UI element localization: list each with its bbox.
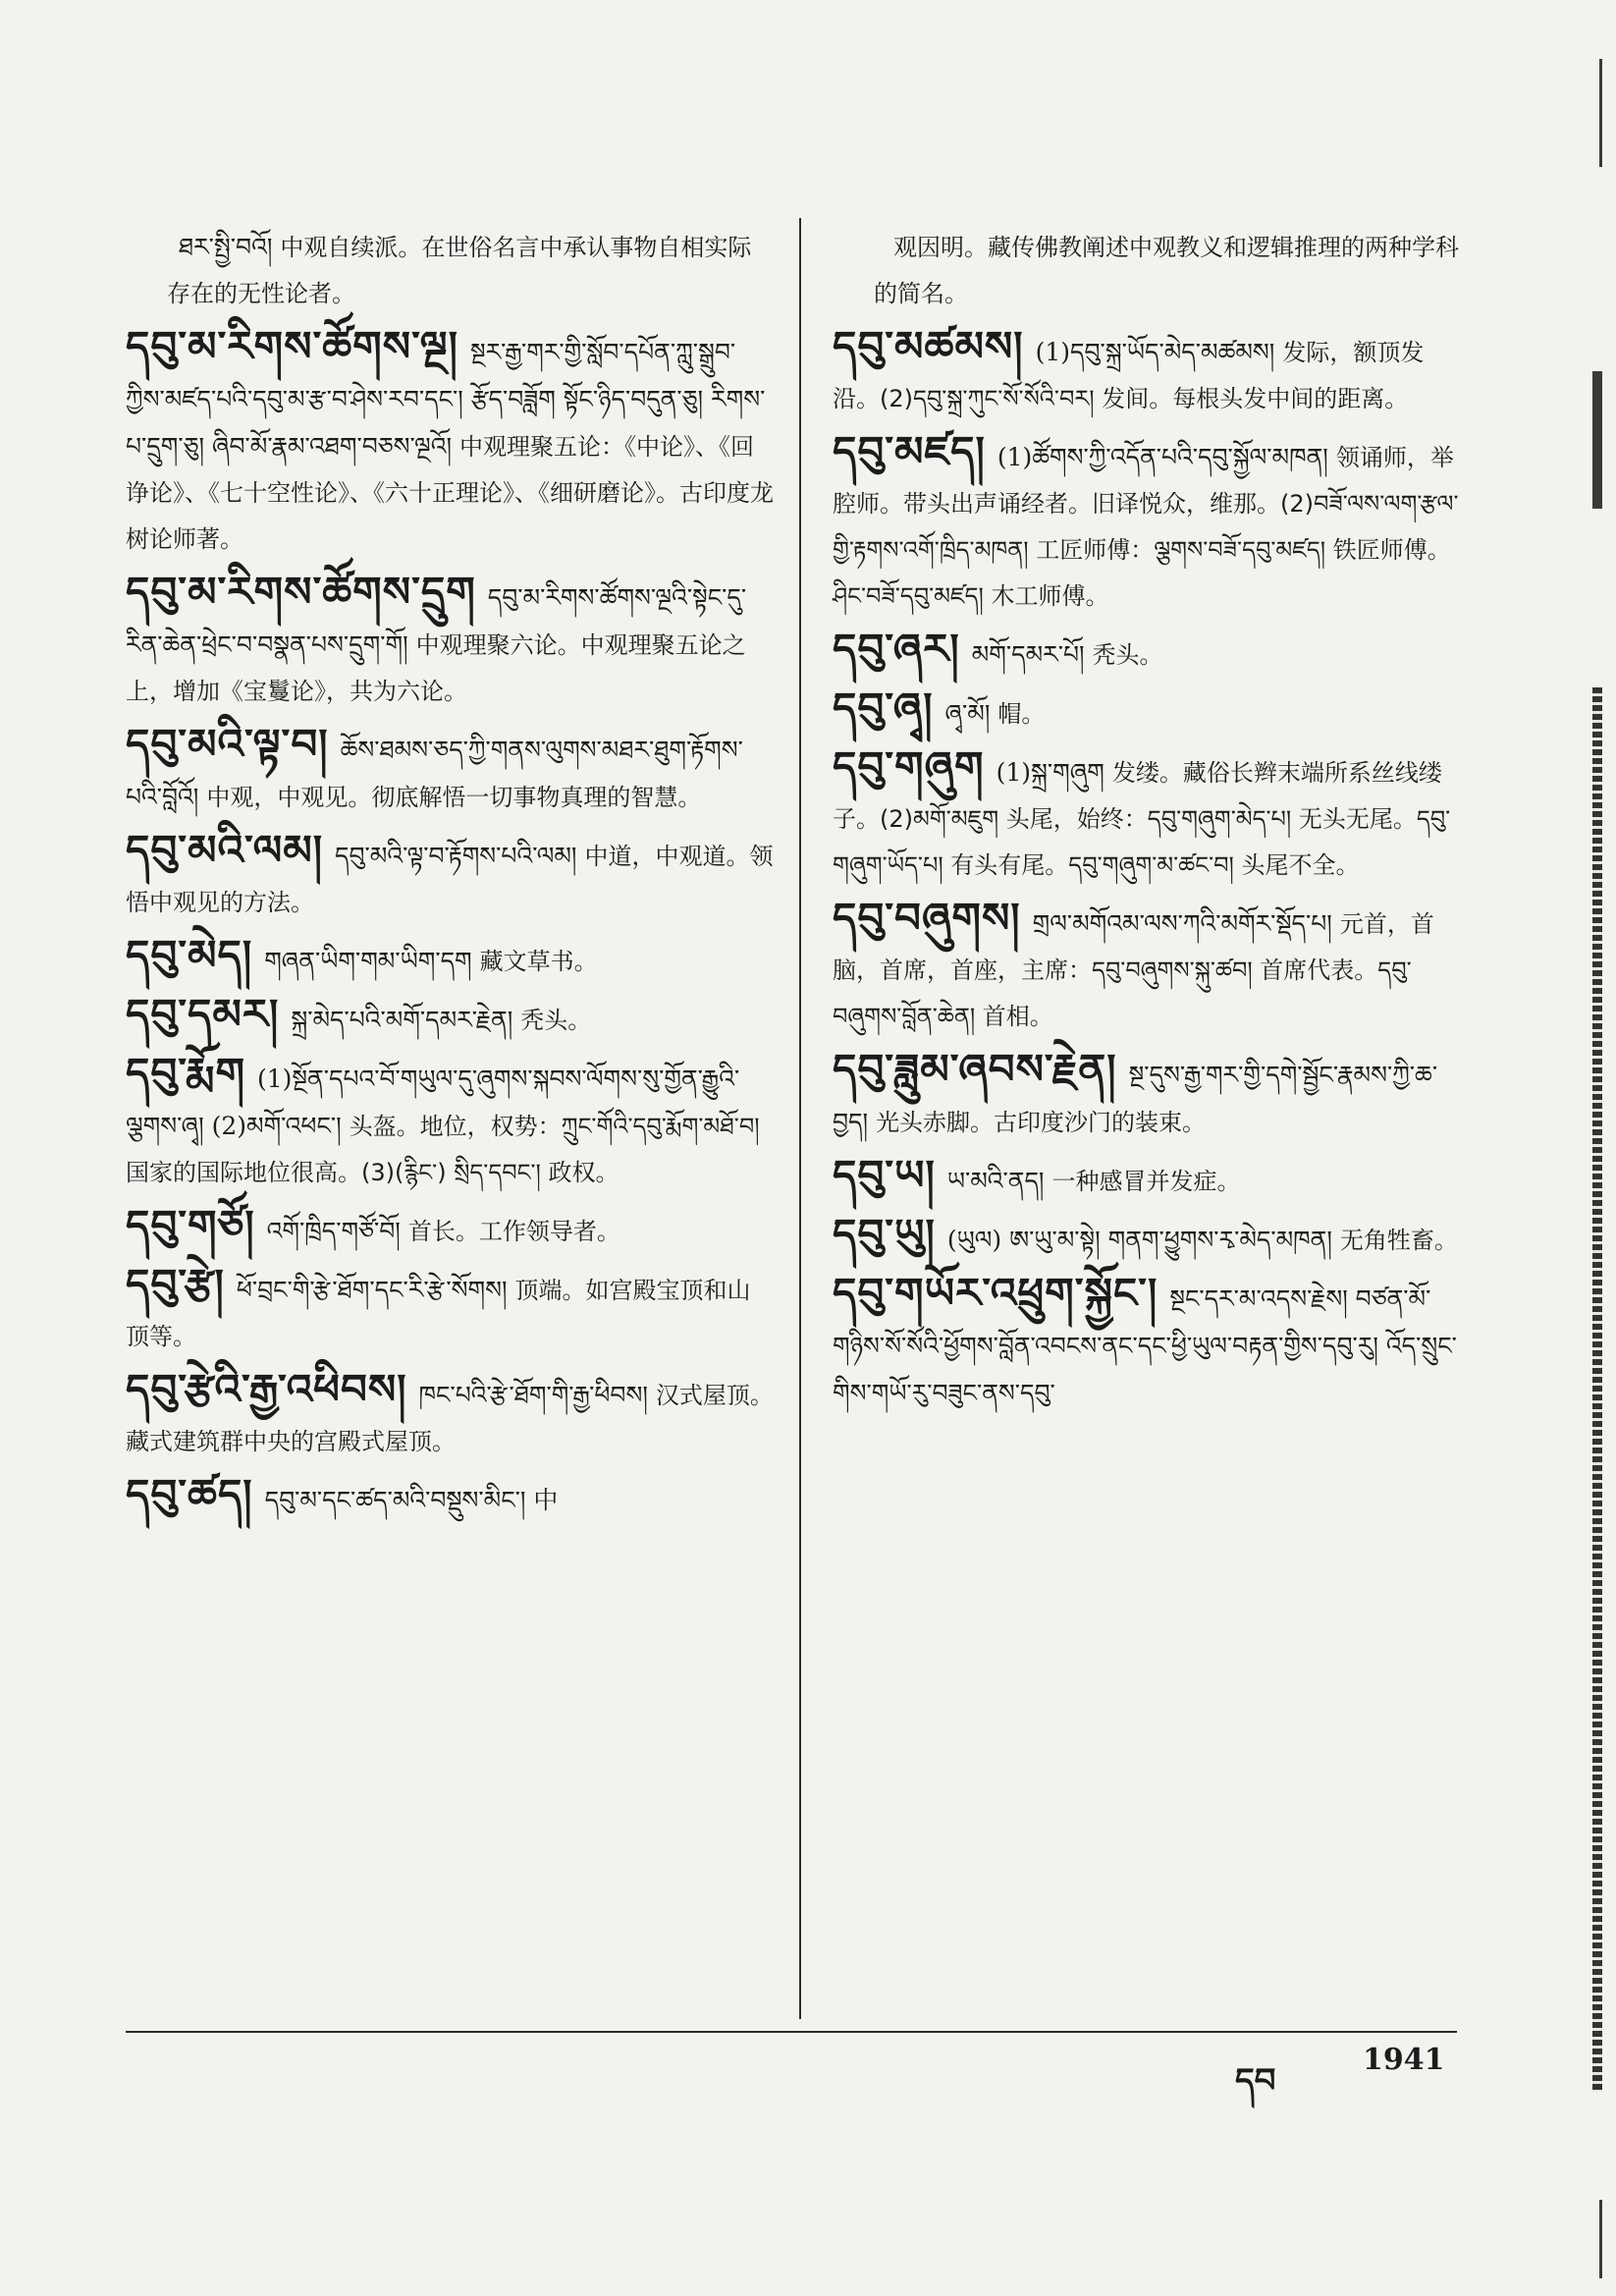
dictionary-entry: [126, 721, 774, 821]
entry-headword: དབུ་ཟླུམ་ཞབས་རྗེན།: [833, 1045, 1117, 1093]
dictionary-entry: [833, 1211, 1469, 1264]
dictionary-entry: [126, 1202, 774, 1255]
scan-edge-mark: [1599, 2200, 1602, 2278]
entry-chinese-definition: 中观理聚六论。中观理聚五论之上，增加《宝鬘论》，共为六论。: [126, 631, 746, 705]
dictionary-entry: [126, 1366, 774, 1465]
dictionary-entry: [833, 743, 1469, 889]
scan-edge-mark: [1592, 687, 1602, 2092]
entry-tibetan-definition: དབུ་མའི་ལྟ་བ་རྟོགས་པའི་ལམ།: [335, 842, 577, 870]
entry-tibetan-definition: གྲལ་མགོའམ་ལས་ཀའི་མགོར་སྡོད་པ།: [1032, 909, 1332, 938]
entry-tibetan-definition: དབུ་མ་རིགས་ཚོགས་ལྔའི་སྟེང་དུ་རིན་ཆེན་ཕྲེང་བ་བསྣན་པས་དྲུག་གོ།: [126, 583, 747, 659]
entry-headword: དབུ་གཙོ།: [126, 1201, 255, 1249]
entry-chinese-definition: 一种感冒并发症。: [1051, 1168, 1241, 1195]
entry-chinese-definition: 藏文草书。: [479, 948, 598, 975]
dictionary-entry: [126, 1050, 774, 1196]
dictionary-entry: [126, 323, 774, 563]
dictionary-entry: [126, 1471, 774, 1524]
entry-tibetan-definition: སྔང་དར་མ་འདས་རྗེས། བཙན་མོ་གཉིས་སོ་སོའི་ཕྱོགས་བློན་འབངས་ནང་དང་ཕྱི་ཡུལ་བརྟན་གྱིས་དབུ་རུ། འོད་སྲུང་གིས་གཡོ་རུ་བཟུང་ནས་དབུ་: [833, 1285, 1457, 1407]
entry-tibetan-definition: སྔར་རྒྱ་གར་གྱི་སློབ་དཔོན་ཀླུ་སྒྲུབ་ཀྱིས་མཛད་པའི་དབུ་མ་རྩ་བ་ཤེས་རབ་དང་། རྩོད་བཟློག སྟོང་ཉིད་བདུན་ཅུ། རིགས་པ་དྲུག་ཅུ། ཞིབ་མོ་རྣམ་འཐག་བཅས་ལྔའོ།: [126, 338, 766, 461]
entry-headword: དབུ་མཛད།: [833, 427, 986, 475]
entry-chinese-definition: 领诵师，举腔师。带头出声诵经者。旧译悦众，维那。(2)བཟོ་ལས་ལག་རྩལ་གྱི་རྟགས་འགོ་ཁྲིད་མཁན། 工匠师傅：ལྕགས་བཟོ་དབུ་མཛད། 铁匠师傅。ཤིང་བཟོ་དབུ་མཛད། 木工师傅。: [833, 444, 1459, 610]
entry-chinese-definition: 首长。工作领导者。: [407, 1218, 620, 1245]
entry-tibetan-definition: སྐྲ་མེད་པའི་མགོ་དམར་རྗེན།: [291, 1006, 513, 1034]
scan-edge-mark: [1592, 371, 1602, 509]
entry-chinese-definition: 秃头。: [1092, 641, 1163, 669]
entry-tibetan-definition: མགོ་དམར་པོ།: [971, 640, 1085, 669]
entry-tibetan-definition: གཞན་ཡིག་གམ་ཡིག་དག: [264, 947, 472, 975]
entry-chinese-definition: 中观自续派。在世俗名言中承认事物自相实际存在的无性论者。: [167, 234, 752, 307]
entry-tibetan-definition: (ཡུལ) ཨ་ཡུ་མ་སྟེ། གནག་ཕྱུགས་རྭ་མེད་མཁན།: [946, 1226, 1332, 1254]
column-divider: [799, 218, 801, 2019]
entry-tibetan-definition: ཕོ་བྲང་གི་རྩེ་ཐོག་དང་རི་རྩེ་སོགས།: [236, 1276, 508, 1304]
scan-edge-mark: [1599, 59, 1602, 167]
left-column: [126, 218, 774, 1530]
entry-headword: དབུ་རྨོག: [126, 1049, 246, 1097]
dictionary-entry: [833, 323, 1469, 422]
entry-headword: དབུ་རྩེ།: [126, 1260, 225, 1308]
entry-headword: དབུ་ཞར།: [833, 625, 960, 673]
entry-chinese-definition: 观因明。藏传佛教阐述中观教义和逻辑推理的两种学科的简名。: [874, 234, 1459, 307]
entry-headword: དབུ་རྩེའི་རྒྱ་འཕིབས།: [126, 1365, 407, 1413]
entry-tibetan-definition: (1)སྔོན་དཔའ་བོ་གཡུལ་དུ་ཞུགས་སྐབས་ལོགས་སུ་གྱོན་རྒྱུའི་ལྕགས་ཞྭ། (2)མགོ་འཕང་།: [126, 1065, 740, 1140]
entry-chinese-definition: 发际，额顶发沿。(2)དབུ་སྐྲ་ཀུང་སོ་སོའི་བར། 发间。每根头发中间的距离。: [833, 339, 1425, 412]
entry-headword: དབུ་མཚམས།: [833, 322, 1024, 370]
entry-tibetan-definition: འགོ་ཁྲིད་གཙོ་བོ།: [266, 1217, 401, 1245]
dictionary-entry: [833, 218, 1469, 317]
page-number: 1941: [1363, 2043, 1445, 2077]
dictionary-entry: [833, 1152, 1469, 1205]
entry-chinese-definition: 无角牲畜。: [1339, 1227, 1458, 1254]
entry-chinese-definition: 帽。: [997, 700, 1046, 728]
dictionary-entry: [126, 218, 774, 317]
dictionary-entry: [833, 1046, 1469, 1146]
entry-chinese-definition: 中道，中观道。领悟中观见的方法。: [126, 843, 774, 916]
entry-tibetan-definition: ཞྭ་མོ།: [944, 699, 991, 728]
entry-headword: དབུ་ཡ།: [833, 1151, 936, 1199]
dictionary-entry: [126, 991, 774, 1044]
right-column: [833, 218, 1469, 1423]
entry-headword: དབུ་མ་རིགས་ཚོགས་དྲུག: [126, 568, 476, 616]
entry-headword: དབུ་ཚད།: [126, 1470, 253, 1518]
entry-chinese-definition: 顶端。如宫殿宝顶和山顶等。: [126, 1277, 751, 1350]
entry-chinese-definition: 汉式屋顶。藏式建筑群中央的宫殿式屋顶。: [126, 1382, 774, 1455]
entry-headword: དབུ་གཡོར་འཕྲུག་སྐྱོང་།: [833, 1269, 1158, 1317]
entry-headword: དབུ་མའི་ལྟ་བ།: [126, 720, 329, 768]
entry-tibetan-definition: (1)སྐྲ་གཞུག: [996, 758, 1104, 787]
entry-chinese-definition: 发缕。藏俗长辫末端所系丝线缕子。(2)མགོ་མཇུག 头尾，始终：དབུ་གཞུག་མེད་པ། 无头无尾。དབུ་གཞུག་ཡོད་པ། 有头有尾。དབུ་གཞུག་མ་ཚང་བ། 头尾不全。: [833, 759, 1451, 879]
footer-section-letter: དབ: [1235, 2061, 1276, 2101]
dictionary-entry: [126, 1261, 774, 1360]
entry-tibetan-definition: དབུ་མ་དང་ཚད་མའི་བསྡུས་མིང་། 中: [264, 1486, 559, 1514]
entry-tibetan-definition: (1)དབུ་སྐྲ་ཡོད་མེད་མཚམས།: [1035, 338, 1275, 366]
entry-headword: དབུ་གཞུག: [833, 742, 985, 791]
entry-tibetan-definition: ཁང་པའི་རྩེ་ཐོག་གི་རྒྱ་ཕིབས།: [418, 1381, 648, 1409]
entry-chinese-definition: 秃头。: [520, 1007, 592, 1034]
entry-tibetan-definition: (1)ཚོགས་ཀྱི་འདོན་པའི་དབུ་སྐྱོལ་མཁན།: [997, 443, 1328, 471]
dictionary-entry: [126, 569, 774, 715]
entry-headword: དབུ་བཞུགས།: [833, 894, 1021, 942]
entry-chinese-definition: 光头赤脚。古印度沙门的装束。: [876, 1109, 1207, 1136]
entry-tibetan-definition: སྔ་དུས་རྒྱ་གར་གྱི་དགེ་སྦྱོང་རྣམས་ཀྱི་ཆ་བྱད།: [833, 1061, 1438, 1136]
entry-headword: དབུ་དམར།: [126, 990, 280, 1038]
entry-headword: དབུ་མེད།: [126, 931, 253, 979]
entry-chinese-definition: 头盔。地位，权势：ཀྲུང་གོའི་དབུ་རྨོག་མཐོ་བ། 国家的国际地位很高。(3)(རྙིང་) སྲིད་དབང་། 政权。: [126, 1113, 760, 1186]
entry-headword: དབུ་མའི་ལམ།: [126, 826, 324, 874]
entry-tibetan-definition: ཡ་མའི་ནད།: [946, 1167, 1045, 1195]
dictionary-entry: [833, 895, 1469, 1040]
entry-headword: དབུ་ཡུ།: [833, 1210, 936, 1258]
dictionary-entry: [833, 684, 1469, 738]
entry-tibetan-definition: ཆོས་ཐམས་ཅད་ཀྱི་གནས་ལུགས་མཐར་ཐུག་རྟོགས་པའི་བློའོ།: [126, 736, 743, 811]
dictionary-entry: [833, 626, 1469, 679]
entry-tibetan-definition: ཐར་སྤྱི་བའོ།: [179, 233, 273, 261]
dictionary-entry: [833, 1270, 1469, 1417]
footer-rule: [126, 2031, 1457, 2033]
entry-headword: དབུ་མ་རིགས་ཚོགས་ལྔ།: [126, 322, 458, 370]
entry-chinese-definition: 元首，首脑，首席，首座，主席：དབུ་བཞུགས་སྐུ་ཚབ། 首席代表。དབུ་བཞུགས་བློན་ཆེན། 首相。: [833, 910, 1434, 1030]
dictionary-entry: [833, 428, 1469, 620]
entry-chinese-definition: 中观，中观见。彻底解悟一切事物真理的智慧。: [206, 784, 702, 811]
dictionary-entry: [126, 932, 774, 985]
entry-chinese-definition: 中观理聚五论：《中论》、《回诤论》、《七十空性论》、《六十正理论》、《细研磨论》。古印度龙树论师著。: [126, 433, 774, 553]
entry-headword: དབུ་ཞྭ།: [833, 683, 934, 732]
dictionary-entry: [126, 827, 774, 926]
